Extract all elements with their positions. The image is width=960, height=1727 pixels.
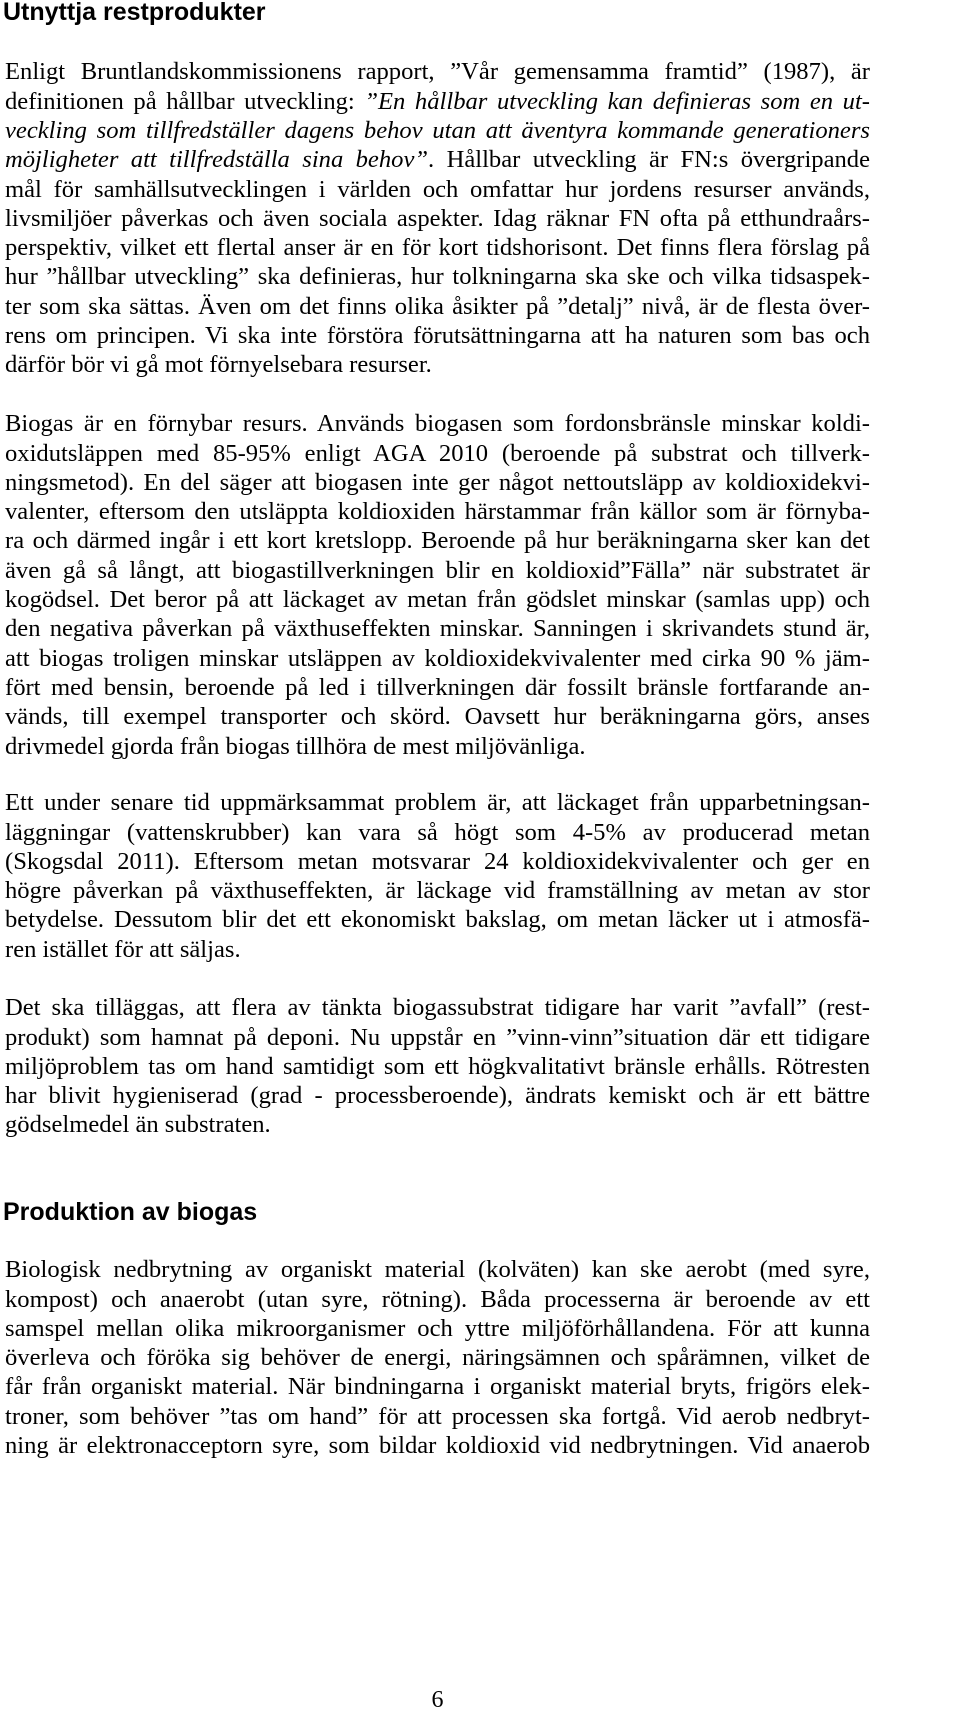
text-line: läggningar (vattenskrubber) kan vara så högt som 4-5% av producerad metan (5, 818, 870, 846)
section-heading: Utnyttja restprodukter (3, 0, 266, 26)
text-line: rens om principen. Vi ska inte förstöra förutsättningarna att ha naturen som bas och (5, 322, 870, 350)
text-line: Biogas är en förnybar resurs. Används biogasen som fordonsbränsle minskar koldi- (5, 410, 870, 438)
paragraph (5, 1255, 870, 1460)
text-line: fört med bensin, beroende på led i tillverkningen där fossilt bränsle fortfarande an- (5, 673, 870, 701)
text-line: kogödsel. Det beror på att läckaget av metan från gödslet minskar (samlas upp) och (5, 586, 870, 614)
text-line: gödselmedel än substraten. (5, 1111, 271, 1139)
text-line: att biogas troligen minskar utsläppen av koldioxidekvivalenter med cirka 90 % jäm- (5, 644, 870, 672)
text-line: produkt) som hamnat på deponi. Nu uppstår en ”vinn-vinn”situation där ett tidigare (5, 1023, 870, 1051)
text-line: ningsmetod). En del säger att biogasen inte ger något nettoutsläpp av koldioxidekvi- (5, 468, 870, 496)
text-span: . Hållbar utveckling är FN:s övergripande (428, 146, 870, 174)
page-number: 6 (431, 1687, 444, 1713)
italic-text-span: ”En hållbar utveckling kan definieras som en ut- (364, 87, 870, 115)
text-line: överleva och föröka sig behöver de energi, näringsämnen och spårämnen, vilket de (5, 1344, 870, 1372)
text-line: livsmiljöer påverkas och även sociala aspekter. Idag räknar FN ofta på etthundraårs- (5, 204, 870, 232)
text-line: (Skogsdal 2011). Eftersom metan motsvarar 24 koldioxidekvivalenter och ger en (5, 847, 870, 875)
text-line: högre påverkan på växthuseffekten, är läckage vid framställning av metan av stor (5, 877, 870, 905)
text-line: har blivit hygieniserad (grad - processberoende), ändrats kemiskt och är ett bättre (5, 1082, 870, 1110)
text-line (5, 87, 870, 116)
paragraph (5, 788, 870, 964)
text-line: hur ”hållbar utveckling” ska definieras, hur tolkningarna ska ske och vilka tidsaspek- (5, 263, 870, 291)
text-line: mål för samhällsutvecklingen i världen och omfattar hur jordens resurser används, (5, 175, 870, 203)
text-line: ra och därmed ingår i ett kort kretslopp. Beroende på hur beräkningarna sker kan det (5, 527, 870, 555)
text-line: ren istället för att säljas. (5, 935, 241, 963)
text-line: Ett under senare tid uppmärksammat problem är, att läckaget från upparbetningsan- (5, 789, 870, 817)
text-line: får från organiskt material. När bindningarna i organiskt material bryts, frigörs elek- (5, 1373, 870, 1401)
text-line (5, 116, 870, 145)
text-line: ning är elektronacceptorn syre, som bildar koldioxid vid nedbrytningen. Vid anaerob (5, 1432, 870, 1460)
text-line: ter som ska sättas. Även om det finns olika åsikter på ”detalj” nivå, är de flesta över- (5, 292, 870, 320)
text-line: valenter, eftersom den utsläppta koldioxiden härstammar från källor som är förnyba- (5, 498, 870, 526)
text-line: perspektiv, vilket ett flertal anser är en för kort tidshorisont. Det finns flera förslag på (5, 234, 870, 262)
paragraph (5, 993, 870, 1139)
italic-text-span: veckling som tillfredställer dagens behov utan att äventyra kommande generationers (5, 116, 870, 144)
text-line: drivmedel gjorda från biogas tillhöra de mest miljövänliga. (5, 732, 586, 760)
text-line (5, 145, 870, 174)
text-line: därför bör vi gå mot förnyelsebara resurser. (5, 351, 432, 379)
text-line: den negativa påverkan på växthuseffekten minskar. Sanningen i skrivandets stund är, (5, 615, 870, 643)
text-line: även gå så långt, att biogastillverkningen blir en koldioxid”Fälla” när substratet är (5, 556, 870, 584)
text-line: vänds, till exempel transporter och skörd. Oavsett hur beräkningarna görs, anses (5, 703, 870, 731)
text-line: kompost) och anaerobt (utan syre, rötning). Båda processerna är beroende av ett (5, 1285, 870, 1313)
text-line: miljöproblem tas om hand samtidigt som ett högkvalitativt bränsle erhålls. Rötresten (5, 1052, 870, 1080)
paragraph (5, 57, 870, 379)
text-line: oxidutsläppen med 85-95% enligt AGA 2010 (beroende på substrat och tillverk- (5, 439, 870, 467)
text-line: betydelse. Dessutom blir det ett ekonomiskt bakslag, om metan läcker ut i atmosfä- (5, 906, 870, 934)
text-line: troner, som behöver ”tas om hand” för att processen ska fortgå. Vid aerob nedbryt- (5, 1402, 870, 1430)
text-line: Enligt Bruntlandskommissionens rapport, ”Vår gemensamma framtid” (1987), är (5, 58, 870, 86)
text-line: samspel mellan olika mikroorganismer och yttre miljöförhållandena. För att kunna (5, 1314, 870, 1342)
italic-text-span: möjligheter att tillfredställa sina behov” (5, 146, 429, 174)
text-line: Biologisk nedbrytning av organiskt material (kolväten) kan ske aerobt (med syre, (5, 1256, 870, 1284)
section-heading: Produktion av biogas (3, 1198, 258, 1226)
text-line: Det ska tilläggas, att flera av tänkta biogassubstrat tidigare har varit ”avfall” (rest- (5, 994, 870, 1022)
text-span: definitionen på hållbar utveckling: (5, 87, 365, 115)
paragraph (5, 409, 870, 761)
